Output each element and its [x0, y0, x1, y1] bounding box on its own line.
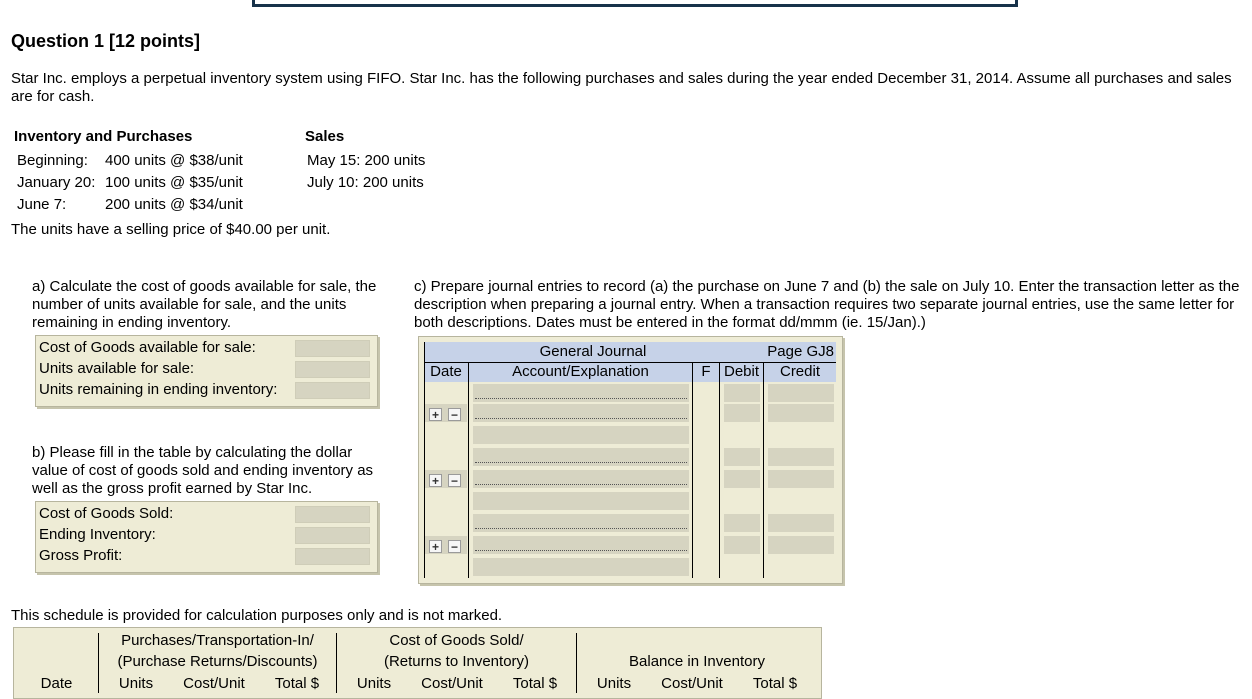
debit-input[interactable]	[724, 470, 760, 488]
credit-input[interactable]	[768, 404, 834, 422]
ending-inventory-label: Ending Inventory:	[39, 526, 156, 543]
units-available-label: Units available for sale:	[39, 360, 195, 377]
inventory-label-1: January 20:	[17, 174, 96, 191]
cogs-available-input[interactable]	[295, 340, 370, 357]
add-row-button[interactable]: +	[429, 540, 442, 553]
general-journal	[418, 336, 843, 584]
sales-row-1: July 10: 200 units	[307, 174, 424, 191]
col-debit: Debit	[723, 363, 760, 380]
col-credit: Credit	[779, 363, 820, 380]
rule-account	[692, 362, 693, 578]
explanation-input[interactable]	[473, 558, 689, 576]
question-intro: Star Inc. employs a perpetual inventory system using FIFO. Star Inc. has the following purchases and sales during the year ended December 31, 2014. Assume all purchases and sales are for cash.	[11, 70, 1232, 105]
sched-col-total: Total $	[274, 675, 320, 692]
account-dotted	[475, 462, 687, 463]
col-f: F	[701, 363, 711, 380]
inventory-value-2: 200 units @ $34/unit	[105, 196, 243, 213]
rule-debit	[763, 362, 764, 578]
purchases-header-line2: (Purchase Returns/Discounts)	[117, 653, 318, 670]
inventory-value-0: 400 units @ $38/unit	[105, 152, 243, 169]
col-date: Date	[430, 363, 462, 380]
ending-inventory-input[interactable]	[295, 527, 370, 544]
cogs-available-label: Cost of Goods available for sale:	[39, 339, 256, 356]
remove-row-button[interactable]: −	[448, 408, 461, 421]
add-row-button[interactable]: +	[429, 474, 442, 487]
account-dotted	[475, 550, 687, 551]
inventory-heading: Inventory and Purchases	[14, 128, 193, 145]
units-remaining-input[interactable]	[295, 382, 370, 399]
debit-input[interactable]	[724, 514, 760, 532]
inventory-value-1: 100 units @ $35/unit	[105, 174, 243, 191]
balance-header: Balance in Inventory	[629, 653, 765, 670]
units-available-input[interactable]	[295, 361, 370, 378]
account-input[interactable]	[473, 514, 689, 532]
units-remaining-label: Units remaining in ending inventory:	[39, 381, 278, 398]
debit-input[interactable]	[724, 384, 760, 402]
account-input[interactable]	[473, 470, 689, 488]
rule-date	[468, 362, 469, 578]
cogs-label: Cost of Goods Sold:	[39, 505, 174, 522]
remove-row-button[interactable]: −	[448, 474, 461, 487]
question-title: Question 1 [12 points]	[11, 31, 201, 51]
inventory-label-0: Beginning:	[17, 152, 88, 169]
part-b-box	[35, 501, 378, 573]
purchases-header-line1: Purchases/Transportation-In/	[121, 632, 314, 649]
selling-price-text: The units have a selling price of $40.00 per unit.	[11, 221, 331, 238]
add-row-button[interactable]: +	[429, 408, 442, 421]
sched-col-cost: Cost/Unit	[661, 675, 723, 692]
top-frame	[252, 0, 1018, 7]
inventory-label-2: June 7:	[17, 196, 67, 213]
part-c-text: c) Prepare journal entries to record (a) the purchase on June 7 and (b) the sale on July 10. Enter the transaction letter as the description when preparing a journal entry. When a transaction requires two separate journal entries, use the same letter for both descriptions. Dates must be entered in the format dd/mmm (ie. 15/Jan).)	[414, 278, 1240, 331]
part-a-box	[35, 335, 378, 407]
account-input[interactable]	[473, 448, 689, 466]
col-account: Account/Explanation	[512, 363, 649, 380]
sched-col-date: Date	[40, 675, 73, 692]
account-input[interactable]	[473, 536, 689, 554]
cogs-input[interactable]	[295, 506, 370, 523]
explanation-input[interactable]	[473, 426, 689, 444]
gross-profit-input[interactable]	[295, 548, 370, 565]
sched-col-cost: Cost/Unit	[183, 675, 245, 692]
sched-col-units: Units	[356, 675, 392, 692]
gross-profit-label: Gross Profit:	[39, 547, 123, 564]
part-b-text: b) Please fill in the table by calculating the dollar value of cost of goods sold and ending inventory as well as the gross profit earned by Star Inc.	[32, 444, 374, 497]
remove-row-button[interactable]: −	[448, 540, 461, 553]
explanation-input[interactable]	[473, 492, 689, 510]
journal-page: Page GJ8	[767, 343, 834, 360]
account-dotted	[475, 418, 687, 419]
schedule-note: This schedule is provided for calculation purposes only and is not marked.	[11, 607, 503, 624]
sales-heading: Sales	[305, 128, 345, 145]
sched-col-total: Total $	[752, 675, 798, 692]
sched-col-units: Units	[118, 675, 154, 692]
credit-input[interactable]	[768, 470, 834, 488]
credit-input[interactable]	[768, 448, 834, 466]
cogs-header-line1: Cost of Goods Sold/	[389, 632, 524, 649]
sched-col-total: Total $	[512, 675, 558, 692]
journal-title: General Journal	[539, 343, 647, 360]
account-input[interactable]	[473, 404, 689, 422]
account-input[interactable]	[473, 384, 689, 402]
credit-input[interactable]	[768, 384, 834, 402]
cogs-header-line2: (Returns to Inventory)	[383, 653, 530, 670]
debit-input[interactable]	[724, 536, 760, 554]
calculation-schedule	[13, 627, 822, 699]
credit-input[interactable]	[768, 536, 834, 554]
account-dotted	[475, 528, 687, 529]
debit-input[interactable]	[724, 404, 760, 422]
account-dotted	[475, 484, 687, 485]
sales-row-0: May 15: 200 units	[307, 152, 426, 169]
account-dotted	[475, 398, 687, 399]
sched-col-units: Units	[596, 675, 632, 692]
debit-input[interactable]	[724, 448, 760, 466]
rule-f	[719, 362, 720, 578]
credit-input[interactable]	[768, 514, 834, 532]
part-a-text: a) Calculate the cost of goods available for sale, the number of units available for sale, and the units remaining in ending inventory.	[32, 278, 377, 331]
sched-col-cost: Cost/Unit	[421, 675, 483, 692]
